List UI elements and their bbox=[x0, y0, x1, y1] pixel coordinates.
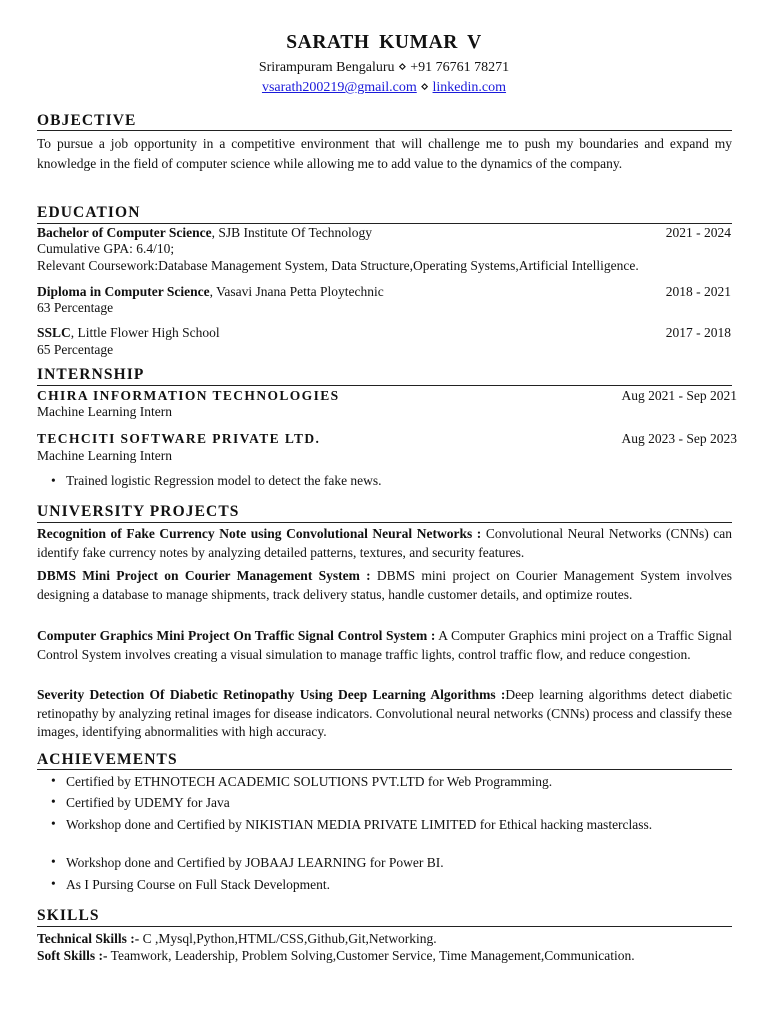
project-description: Deep learning algorithms detect diabetic retinopathy by analyzing retinal images for disease indicators. Convolutional neural networks (CNNs) process and classify these images, identifying abnormalities with high accuracy. bbox=[37, 687, 732, 739]
project-item bbox=[37, 686, 732, 742]
bullet-icon: • bbox=[51, 876, 56, 891]
project-name: Computer Graphics Mini Project On Traffic Signal Control System : bbox=[37, 628, 436, 643]
section-divider bbox=[37, 926, 732, 927]
candidate-name: SARATH KUMAR V bbox=[286, 32, 482, 53]
achievement-item: As I Pursing Course on Full Stack Development. bbox=[66, 877, 330, 892]
bullet-icon: • bbox=[51, 854, 56, 869]
location: Srirampuram Bengaluru bbox=[258, 60, 395, 75]
school-name: , Vasavi Jnana Petta Ploytechnic bbox=[209, 284, 384, 299]
soft-skills-list: Teamwork, Leadership, Problem Solving,Customer Service, Time Management,Communication. bbox=[107, 948, 635, 963]
education-gpa: Cumulative GPA: 6.4/10; bbox=[37, 241, 175, 256]
section-divider bbox=[37, 130, 732, 131]
soft-skills-label: Soft Skills :- bbox=[37, 948, 108, 963]
education-entry-degree bbox=[37, 325, 220, 341]
internship-bullet-text: Trained logistic Regression model to detect the fake news. bbox=[66, 473, 382, 488]
bullet-icon: • bbox=[51, 473, 56, 488]
degree-name: Bachelor of Computer Science bbox=[37, 225, 212, 240]
achievement-item: Workshop done and Certified by NIKISTIAN MEDIA PRIVATE LIMITED for Ethical hacking masterclass. bbox=[66, 817, 653, 832]
internship-role: Machine Learning Intern bbox=[37, 448, 172, 463]
education-coursework: Relevant Coursework:Database Management System, Data Structure,Operating Systems,Artificial Intelligence. bbox=[37, 258, 639, 273]
soft-skills bbox=[37, 948, 635, 964]
achievement-item: Certified by UDEMY for Java bbox=[66, 795, 230, 810]
education-dates: 2018 - 2021 bbox=[665, 284, 731, 299]
achievement-item: Workshop done and Certified by JOBAAJ LEARNING for Power BI. bbox=[66, 855, 444, 870]
technical-skills-list: C ,Mysql,Python,HTML/CSS,Github,Git,Networking. bbox=[139, 931, 437, 946]
email-link[interactable]: vsarath200219@gmail.com bbox=[261, 80, 417, 95]
contact-line bbox=[0, 59, 768, 76]
section-title-internship: INTERNSHIP bbox=[37, 366, 145, 383]
bullet-icon: • bbox=[51, 794, 56, 809]
project-description: DBMS mini project on Courier Management System involves designing a database to manage shipments, track delivery status, handle customer details, and optimize routes. bbox=[37, 568, 732, 602]
bullet-icon: • bbox=[51, 773, 56, 788]
separator-diamond-icon: ⋄ bbox=[420, 80, 430, 95]
project-name: Severity Detection Of Diabetic Retinopathy Using Deep Learning Algorithms : bbox=[37, 687, 506, 702]
section-divider bbox=[37, 522, 732, 523]
section-title-achievements: ACHIEVEMENTS bbox=[37, 751, 178, 768]
section-divider bbox=[37, 769, 732, 770]
project-item bbox=[37, 525, 732, 562]
section-title-skills: SKILLS bbox=[37, 907, 100, 924]
education-percentage: 63 Percentage bbox=[37, 300, 114, 315]
linkedin-link[interactable]: linkedin.com bbox=[432, 80, 507, 95]
achievement-item: Certified by ETHNOTECH ACADEMIC SOLUTIONS PVT.LTD for Web Programming. bbox=[66, 774, 553, 789]
section-divider bbox=[37, 223, 732, 224]
education-percentage: 65 Percentage bbox=[37, 342, 114, 357]
internship-company: TECHCITI SOFTWARE PRIVATE LTD. bbox=[37, 431, 321, 446]
separator-diamond-icon: ⋄ bbox=[398, 60, 407, 75]
education-entry-degree bbox=[37, 284, 384, 300]
section-title-education: EDUCATION bbox=[37, 204, 141, 221]
school-name: , Little Flower High School bbox=[70, 325, 220, 340]
technical-skills-label: Technical Skills :- bbox=[37, 931, 140, 946]
internship-dates: Aug 2021 - Sep 2021 bbox=[621, 388, 737, 403]
education-dates: 2021 - 2024 bbox=[665, 225, 731, 240]
project-description: Convolutional Neural Networks (CNNs) can identify fake currency notes by analyzing detailed patterns, textures, and security features. bbox=[37, 526, 733, 560]
project-name: Recognition of Fake Currency Note using Convolutional Neural Networks : bbox=[37, 526, 482, 541]
internship-dates: Aug 2023 - Sep 2023 bbox=[621, 431, 737, 446]
section-title-projects: UNIVERSITY PROJECTS bbox=[37, 503, 240, 520]
education-dates: 2017 - 2018 bbox=[665, 325, 731, 340]
project-item bbox=[37, 627, 732, 664]
section-title-objective: OBJECTIVE bbox=[37, 112, 137, 129]
section-divider bbox=[37, 385, 732, 386]
objective-text: To pursue a job opportunity in a competitive environment that will challenge me to push my boundaries and expand my knowledge in the field of computer science while allowing me to add value to the dynamics of the company. bbox=[37, 136, 732, 171]
project-description: A Computer Graphics mini project on a Traffic Signal Control System involves creating a visual simulation to manage traffic lights, control traffic flow, and reduce congestion. bbox=[37, 628, 732, 662]
phone: +91 76761 78271 bbox=[410, 60, 510, 75]
school-name: , SJB Institute Of Technology bbox=[211, 225, 373, 240]
project-name: DBMS Mini Project on Courier Management System : bbox=[37, 568, 371, 583]
project-item bbox=[37, 567, 732, 604]
internship-company: CHIRA INFORMATION TECHNOLOGIES bbox=[37, 388, 340, 403]
bullet-icon: • bbox=[51, 816, 56, 831]
degree-name: SSLC bbox=[37, 325, 71, 340]
technical-skills bbox=[37, 931, 437, 947]
degree-name: Diploma in Computer Science bbox=[37, 284, 210, 299]
internship-role: Machine Learning Intern bbox=[37, 404, 172, 419]
education-entry-degree bbox=[37, 225, 372, 241]
links-line bbox=[0, 79, 768, 96]
